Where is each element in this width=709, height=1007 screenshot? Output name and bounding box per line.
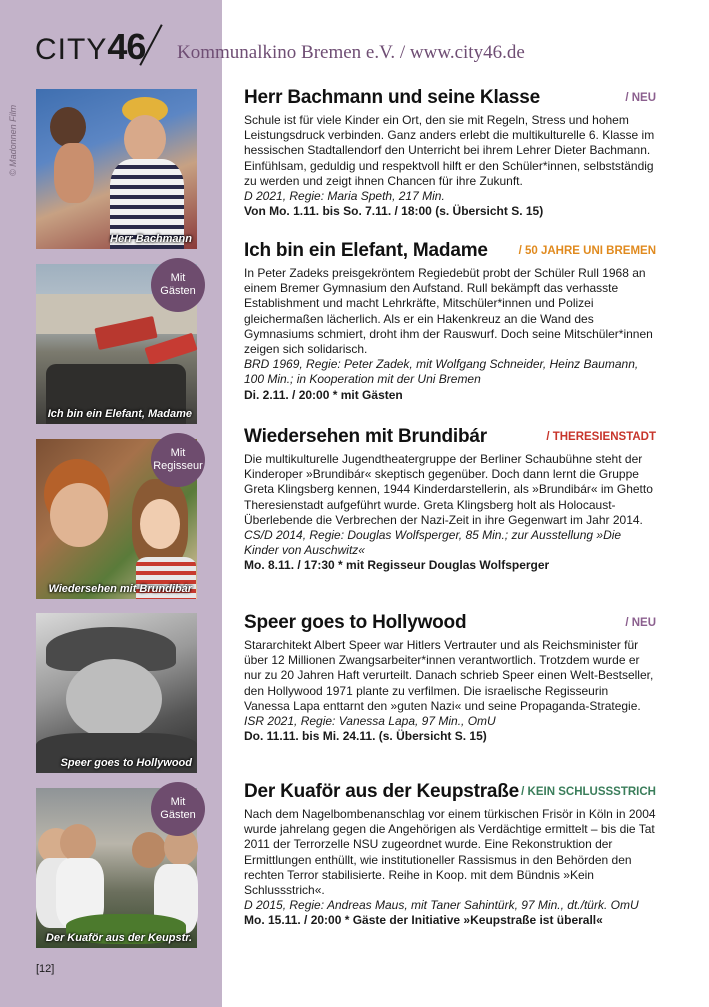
entry-showtime: Mo. 8.11. / 17:30 * mit Regisseur Douglas Wolfsperger (244, 558, 550, 573)
photo-figure-shape (140, 499, 180, 549)
entry-showtime: Di. 2.11. / 20:00 * mit Gästen (244, 387, 403, 402)
badge-line: Gästen (160, 285, 196, 297)
photo-figure-shape (124, 115, 166, 163)
film-photo-herr-bachmann (36, 89, 197, 249)
badge-line: Mit (170, 272, 186, 284)
organization-line: Kommunalkino Bremen e.V. / www.city46.de (177, 42, 525, 63)
photo-figure-shape (50, 483, 108, 547)
entry-description: Die multikulturelle Jugendtheatergruppe der Berliner Schaubühne steht der Kinderoper »Brundibár« skeptisch gegenüber. Doch dann lernt die Gruppe Greta Klingsberg kennen, 1944 Kinderdarstellerin, als »Brundibár« im Ghetto Theresienstadt aufgeführt wurde. Greta Klingsberg holt als Holocaust-Überlebende die Verbrechen der Nazi-Zeit in ihre Gegenwart im Jahr 2014. (244, 452, 653, 527)
entry-title: Der Kuaför aus der Keupstraße (244, 781, 520, 802)
film-photo-brundibar (36, 439, 203, 599)
entry-header (244, 87, 656, 111)
entry-tag[interactable]: / 50 JAHRE UNI BREMEN (518, 245, 656, 257)
film-photo-kuafoer (36, 788, 197, 948)
entry-credits: D 2015, Regie: Andreas Maus, mit Taner Sahintürk, 97 Min., dt./türk. OmU (244, 898, 639, 913)
entry-showtime: Von Mo. 1.11. bis So. 7.11. / 18:00 (s. Übersicht S. 15) (244, 204, 544, 219)
entry-title: Speer goes to Hollywood (244, 612, 467, 633)
entry-description: Schule ist für viele Kinder ein Ort, den sie mit Regeln, Stress und hohem Leistungsdruck verbinden. Ganz anders erlebt die multikulturelle 6. Klasse im hessischen Stadtallendorf den Unterricht bei ihrem Lehrer Dieter Bachmann. Einfühlsam, geduldig und respektvoll hilft er den Schüler*innen, selbstständig zu werden und zeigt ihnen Chancen für ihre Zukunft. (244, 113, 655, 188)
entry-tag[interactable]: / NEU (625, 617, 656, 629)
photo-caption: Herr Bachmann (110, 233, 192, 245)
entry-description: Nach dem Nagelbombenanschlag vor einem türkischen Frisör in Köln in 2004 wurde jahrelang gegen die Angehörigen als Verdächtige ermittelt – bis die Tat 2011 der Terrorzelle NSU zugeordnet wurde. Eine Rekonstruktion der Ermittlungen enthüllt, wie institutioneller Rassismus in den Behörden den rechten Terror stabilisierte. Reihe in Koop. mit dem Bündnis »Kein Schlussstrich«. (244, 807, 656, 898)
photo-credit: © Madonnen Film (8, 104, 18, 176)
film-photo-elefant-madame (36, 264, 197, 424)
entry-tag[interactable]: / THERESIENSTADT (546, 431, 656, 443)
page-number: [12] (36, 963, 55, 975)
entry-header (244, 426, 656, 450)
badge-mit-gaesten (151, 782, 205, 836)
entry-showtime: Mo. 15.11. / 20:00 * Gäste der Initiative »Keupstraße ist überall« (244, 913, 603, 928)
photo-figure-shape (132, 832, 166, 868)
photo-caption: Der Kuaför aus der Keupstr. (45, 932, 192, 944)
entry-credits: CS/D 2014, Regie: Douglas Wolfsperger, 85 Min.; zur Ausstellung »Die Kinder von Auschwitz« (244, 528, 622, 558)
entry-title: Ich bin ein Elefant, Madame (244, 240, 488, 261)
photo-caption: Wiedersehen mit Brundibár (48, 583, 192, 595)
masthead (0, 0, 709, 80)
entry-header (244, 781, 656, 805)
film-entry (244, 240, 656, 403)
badge-line: Regisseur (153, 460, 203, 472)
photo-face-shape (66, 659, 162, 739)
photo-figure-shape (54, 143, 94, 203)
badge-mit-regisseur (151, 433, 205, 487)
film-entry (244, 87, 656, 219)
photo-caption: Speer goes to Hollywood (60, 757, 192, 769)
entry-showtime: Do. 11.11. bis Mi. 24.11. (s. Übersicht S. 15) (244, 729, 487, 744)
badge-line: Mit (170, 447, 186, 459)
photo-figure-shape (60, 824, 96, 862)
entry-header (244, 240, 656, 264)
film-entry (244, 612, 656, 744)
badge-mit-gaesten (151, 258, 205, 312)
entry-tag[interactable]: / NEU (625, 92, 656, 104)
entry-description: In Peter Zadeks preisgekröntem Regiedebüt probt der Schüler Rull 1968 an einem Bremer Gymnasium den Aufstand. Rull bekämpft das verhasste Establishment und macht Lehrkräfte, Mitschüler*innen und Polizei gleichermaßen lächerlich. Als er ein Hakenkreuz an die Wand des Gymnasiums schmiert, droht ihm der Rauswurf. Doch seine Mitschüler*innen zeigen sich solidarisch. (244, 266, 653, 357)
photo-figure-shape (50, 107, 86, 147)
logo-number-text: 46 (107, 26, 146, 67)
photo-caption: Ich bin ein Elefant, Madame (47, 408, 192, 420)
badge-line: Mit (170, 796, 186, 808)
entry-description: Stararchitekt Albert Speer war Hitlers Vertrauter und als Reichsminister für über 12 Millionen Zwangsarbeiter*innen verantwortlich. Trotzdem wurde er nur zu 20 Jahren Haft verurteilt. Danach schrieb Speer einen Welt-Bestseller, den Hollywood 1971 plante zu verfilmen. Die israelische Regisseurin Vanessa Lapa enttarnt den »guten Nazi« und seine Propaganda-Strategie. (244, 638, 654, 713)
film-photo-speer (36, 613, 197, 773)
entry-title: Wiedersehen mit Brundibár (244, 426, 487, 447)
entry-credits: ISR 2021, Regie: Vanessa Lapa, 97 Min., OmU (244, 714, 496, 729)
entry-title: Herr Bachmann und seine Klasse (244, 87, 540, 108)
badge-line: Gästen (160, 809, 196, 821)
entry-tag[interactable]: / KEIN SCHLUSSSTRICH (521, 786, 656, 798)
film-entry (244, 781, 656, 929)
logo-city-text: CITY (35, 33, 108, 66)
city46-logo[interactable] (35, 26, 145, 68)
film-entry (244, 426, 656, 574)
entry-header (244, 612, 656, 636)
entry-credits: BRD 1969, Regie: Peter Zadek, mit Wolfgang Schneider, Heinz Baumann, 100 Min.; in Kooperation mit der Uni Bremen (244, 357, 639, 387)
entry-credits: D 2021, Regie: Maria Speth, 217 Min. (244, 189, 445, 204)
